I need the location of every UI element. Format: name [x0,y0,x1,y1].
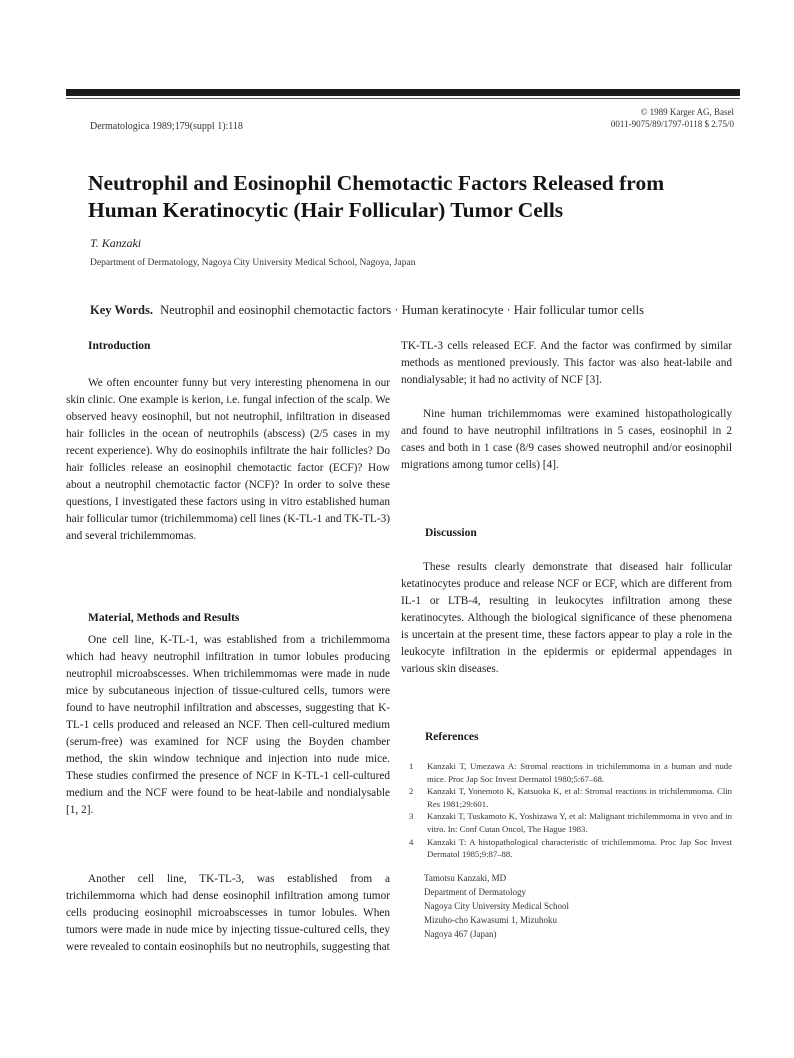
reference-text: Kanzaki T, Yonemoto K, Katsuoka K, et al: Stromal reactions in trichilemmoma. Clin Res 1981;29:601. [427,786,732,809]
methods-continued-paragraph-2: Nine human trichilemmomas were examined histopathologically and found to have neutrophil infiltrations in 5 cases, eosinophil in 2 cases and both in 1 case (8/9 cases showed neutrophil and/or eosinophil migrations among tumor cells) [4]. [401,408,732,471]
correspondence-address [424,871,569,941]
reference-item [401,810,732,835]
address-line: Tamotsu Kanzaki, MD [424,873,507,883]
address-line: Nagoya 467 (Japan) [424,929,497,939]
address-line: Nagoya City University Medical School [424,901,569,911]
address-line: Mizuho-cho Kawasumi 1, Mizuhoku [424,915,557,925]
keywords-label: Key Words. [90,303,153,317]
author-affiliation: Department of Dermatology, Nagoya City University Medical School, Nagoya, Japan [90,258,416,268]
discussion-paragraph: These results clearly demonstrate that diseased hair follicular ketatinocytes produce and release NCF or ECF, which are different from IL-1 or LTB-4, resulting in leukocytes infiltration among these keratinocytes. Although the biological significance of these phenomena is uncertain at the present time, these factors appear to play a role in the leukocyte infiltration in the epidermis or epidermal appendages in various skin diseases. [401,561,732,675]
keywords [90,303,750,318]
reference-item [401,785,732,810]
copyright-block [611,106,734,130]
methods-continued-paragraph-1: TK-TL-3 cells released ECF. And the factor was confirmed by similar methods as mentioned previously. This factor was also heat-labile and nondialysable; it had no activity of NCF [3]. [401,340,732,386]
reference-number: 4 [409,836,414,847]
references-list [401,760,732,861]
reference-number: 1 [409,761,414,771]
copyright-line: © 1989 Karger AG, Basel [640,107,734,117]
reference-number: 3 [409,811,414,822]
header-rule-thin [66,98,740,99]
methods-paragraph-2: Another cell line, TK-TL-3, was established from a trichilemmoma which had dense eosinophil infiltration among tumor cells producing eosinophil microabscesses in tumor lobules. When tumors were made in nude mice by injecting tissue-cultured cells, they were revealed to contain eosinophils but no neutrophils, suggesting that [66,873,390,953]
methods-paragraph-1: One cell line, K-TL-1, was established from a trichilemmoma which had heavy neutrophil infiltration in tumor lobules producing neutrophil microabscesses. When trichilemmomas were made in nude mice by subcutaneous injection of tissue-cultured cells, tumors were found to have neutrophil infiltration and abscesses, suggesting that K-TL-1 cells produced and released an NCF. Then cell-cultured medium (serum-free) was examined for NCF using the Boyden chamber method, the skin window technique and injection into nude mice. These studies confirmed the presence of NCF in K-TL-1 cell-cultured medium and the NCF were found to be heat-labile and nondialysable [1, 2]. [66,634,390,816]
reference-text: Kanzaki T: A histopathological characteristic of trichilemmoma. Proc Jap Soc Invest Dermatol 1985;9:87–88. [427,836,732,860]
reference-text: Kanzaki T, Umezawa A: Stromal reactions in trichilemmoma in a human and nude mice. Proc Jap Soc Invest Dermatol 1980;5:67–68. [427,761,732,784]
reference-number: 2 [409,786,414,797]
references-heading: References [425,731,479,743]
methods-heading: Material, Methods and Results [88,612,240,624]
keywords-text: Neutrophil and eosinophil chemotactic factors · Human keratinocyte · Hair follicular tumor cells [160,303,644,317]
discussion-heading: Discussion [425,527,477,539]
header-rule-thick [66,89,740,96]
reference-item [401,760,732,785]
introduction-heading: Introduction [88,340,151,352]
address-line: Department of Dermatology [424,887,526,897]
author-name: T. Kanzaki [90,236,142,250]
reference-item [401,836,732,861]
journal-citation: Dermatologica 1989;179(suppl 1):118 [90,121,243,132]
reference-text: Kanzaki T, Tuskamoto K, Yoshizawa Y, et al: Malignant trichilemmoma in vivo and in vitro. In: Conf Cutan Oncol, The Hague 1983. [427,811,732,834]
issn-line: 0011-9075/89/1797-0118 $ 2.75/0 [610,119,734,129]
introduction-paragraph: We often encounter funny but very interesting phenomena in our skin clinic. One example is kerion, i.e. fungal infection of the scalp. We observed heavy eosinophil, but not neutrophil, infiltration in diseased hair follicles in the ocean of neutrophils (abscess) (2/5 cases in my recent experience). Why do eosinophils infiltrate the hair follicles? Do hair follicles release an eosinophil chemotactic factor (ECF)? How about a neutrophil chemotactic factor (NCF)? In order to solve these questions, I investigated these factors using in vitro established human hair follicular tumor (trichilemmoma) cell lines (K-TL-1 and TK-TL-3) and several trichilemmomas. [66,377,390,542]
article-title: Neutrophil and Eosinophil Chemotactic Factors Released from Human Keratinocytic (Hair Follicular) Tumor Cells [88,171,665,222]
